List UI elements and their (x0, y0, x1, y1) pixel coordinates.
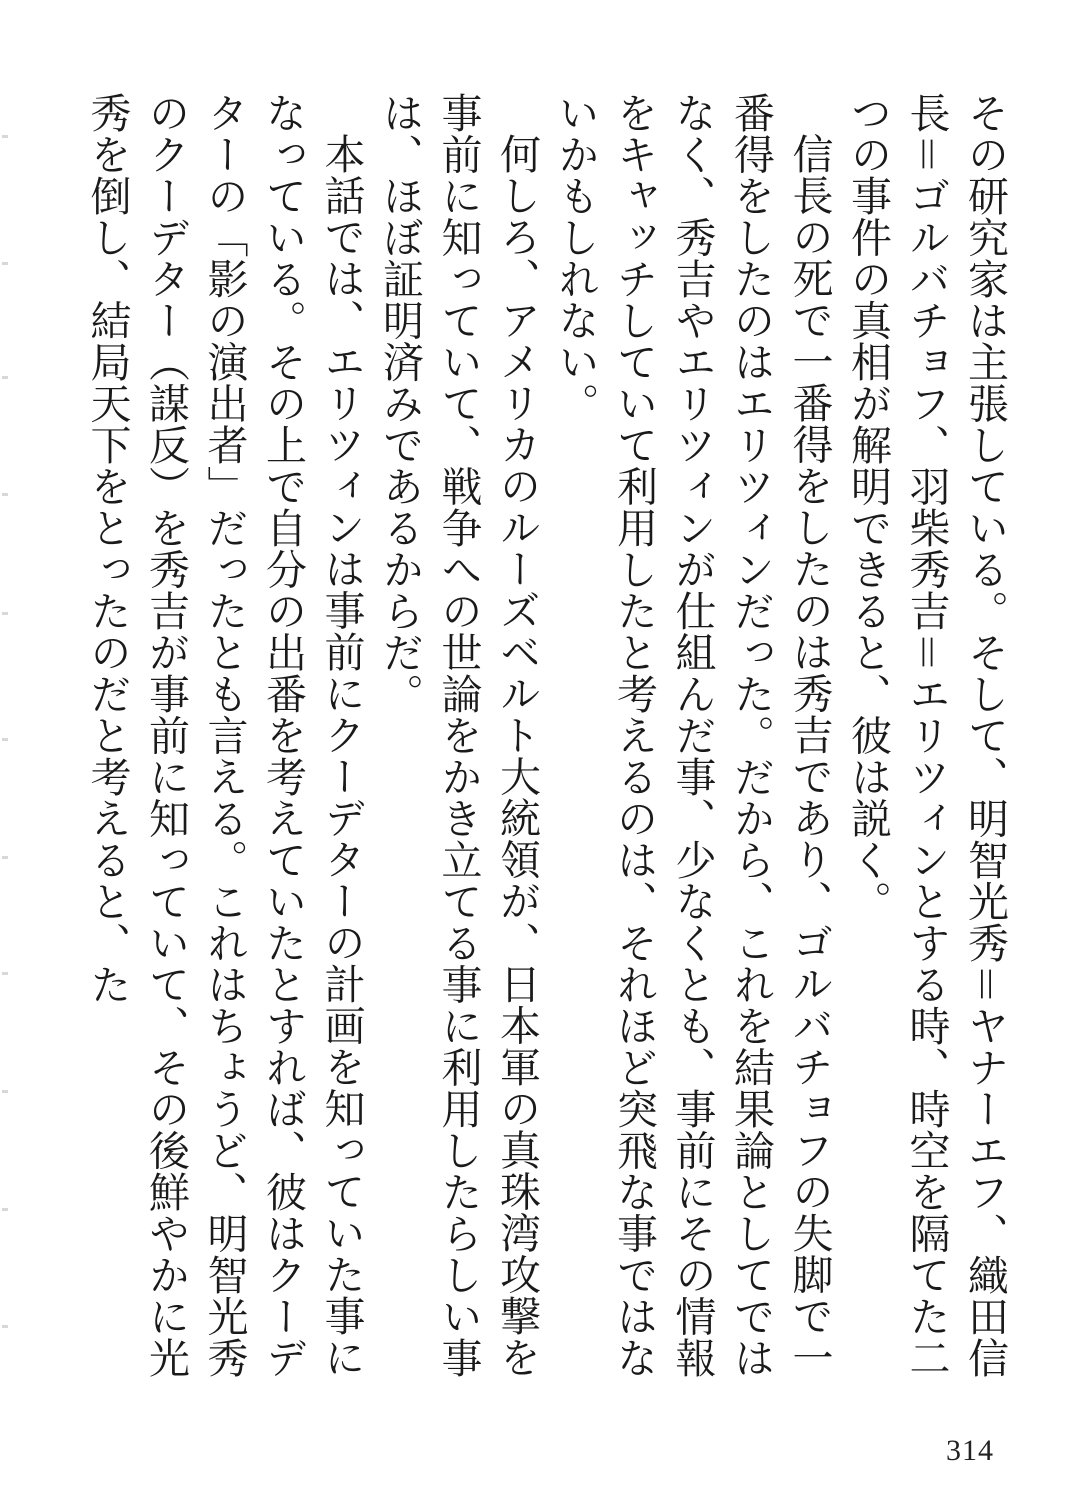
paragraph: 本話では、エリツィンは事前にクーデターの計画を知っていた事になっている。その上で自分の出番を考えていたとすれば、彼はクーデターの「影の演出者」だったとも言える。これはちょうど、明智光秀のクーデター（謀反）を秀吉が事前に知っていて、その後鮮やかに光秀を倒し、結局天下をとったのだと考えると、た (83, 92, 366, 1379)
edge-mark (2, 856, 8, 859)
edge-mark (2, 376, 8, 379)
page-number: 314 (946, 1434, 994, 1467)
paragraph: 信長の死で一番得をしたのは秀吉であり、ゴルバチョフの失脚で一番得をしたのはエリツィンだった。だから、これを結果論としてではなく、秀吉やエリツィンが仕組んだ事、少なくとも、事前にその情報をキャッチしていて利用したと考えるのは、それほど突飛な事ではないかもしれない。 (551, 92, 834, 1379)
edge-mark (2, 738, 8, 741)
edge-mark (2, 972, 8, 975)
page-edge-marks (0, 0, 12, 1500)
edge-mark (2, 262, 8, 265)
edge-mark (2, 1325, 8, 1328)
vertical-text-body (78, 92, 1014, 1417)
edge-mark (2, 135, 8, 138)
paragraph: その研究家は主張している。そして、明智光秀＝ヤナーエフ、織田信長＝ゴルバチョフ、羽柴秀吉＝エリツィンとする時、時空を隔てた二つの事件の真相が解明できると、彼は説く。 (844, 92, 1009, 1379)
paragraph: 何しろ、アメリカのルーズベルト大統領が、日本軍の真珠湾攻撃を事前に知っていて、戦争への世論をかき立てる事に利用したらしい事は、ほぼ証明済みであるからだ。 (376, 92, 541, 1379)
edge-mark (2, 1208, 8, 1211)
edge-mark (2, 612, 8, 615)
edge-mark (2, 493, 8, 496)
edge-mark (2, 1090, 8, 1093)
